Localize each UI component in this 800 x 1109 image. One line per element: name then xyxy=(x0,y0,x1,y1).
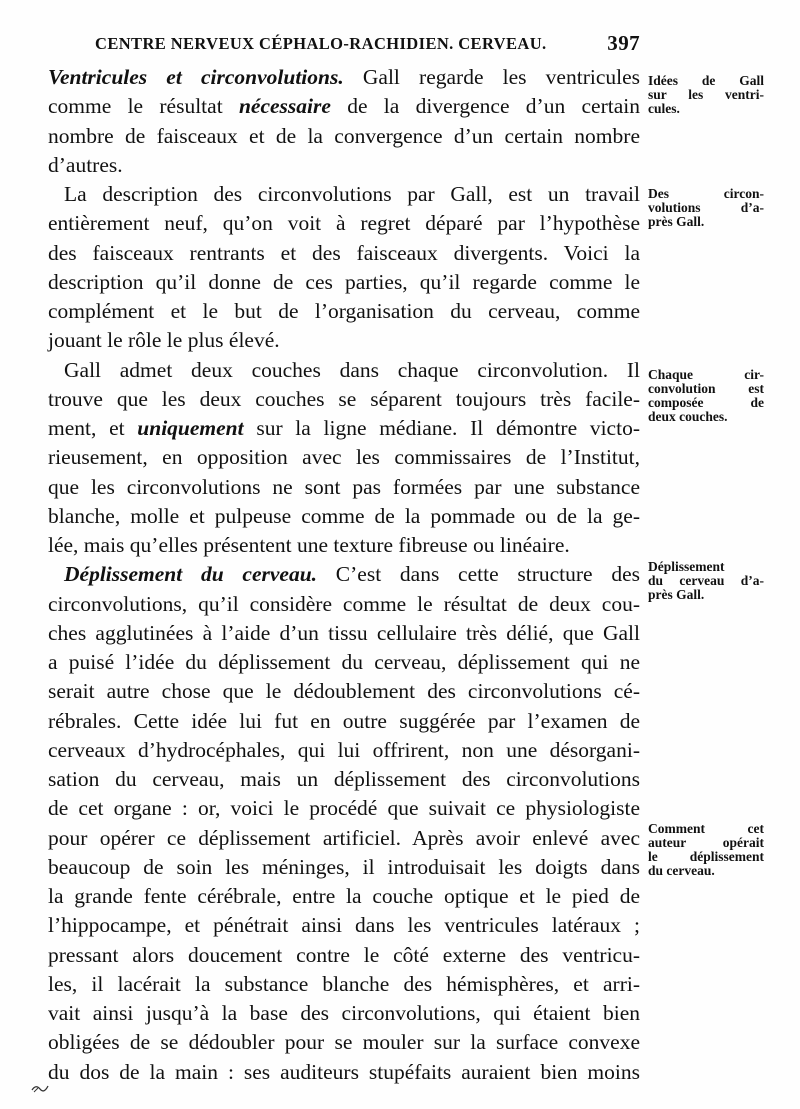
text-segment: trouve que les deux couches se séparent toujours très facile- xyxy=(48,386,640,411)
text-segment: ment, et xyxy=(48,416,138,440)
text-segment: rieusement, en opposition avec les commissaires de l’Institut, xyxy=(48,445,640,470)
margin-note-line: deux couches. xyxy=(648,409,728,424)
text-segment: sur la ligne médiane. Il démontre victo- xyxy=(243,416,640,440)
text-line xyxy=(48,209,640,238)
text-segment: vait ainsi jusqu’à la base des circonvolutions, qui étaient bien xyxy=(48,1001,640,1025)
margin-note-line: du cerveau. xyxy=(648,863,715,878)
text-segment: La description des circonvolutions par Gall, est un travail xyxy=(64,182,640,206)
text-line xyxy=(48,853,640,882)
text-segment: l’hippocampe, et pénétrait ainsi dans les ventricules latéraux ; xyxy=(48,913,640,938)
margin-note xyxy=(648,560,764,602)
text-segment: que les circonvolutions ne sont pas formées par une substance xyxy=(48,474,640,499)
running-title: CENTRE NERVEUX CÉPHALO-RACHIDIEN. CERVEAU. xyxy=(95,34,547,53)
text-segment: entièrement neuf, qu’on voit à regret déparé par l’hypothèse xyxy=(48,211,640,236)
emphasis-text: nécessaire xyxy=(238,94,331,119)
text-line xyxy=(48,531,640,560)
ink-mark-icon xyxy=(30,1080,52,1094)
text-line xyxy=(48,443,640,472)
text-segment: rébrales. Cette idée lui fut en outre suggérée par l’examen de xyxy=(48,708,640,733)
text-segment: les, il lacérait la substance blanche des hémisphères, et arri- xyxy=(48,971,640,996)
text-line xyxy=(48,326,640,355)
text-line xyxy=(48,1058,640,1087)
text-segment: comme le résultat xyxy=(48,94,239,119)
margin-note xyxy=(648,822,764,878)
text-segment: des faisceaux rentrants et des faisceaux divergents. Voici la xyxy=(48,240,640,265)
text-line xyxy=(48,941,640,970)
margin-note-line: du cerveau d’a- xyxy=(648,573,764,588)
text-segment: ches agglutinées à l’aide d’un tissu cellulaire très délié, que Gall xyxy=(48,620,640,645)
margin-note-line: volutions d’a- xyxy=(648,200,764,215)
page-number: 397 xyxy=(607,31,640,55)
text-segment: pressant alors doucement contre le côté externe des ventricu- xyxy=(48,942,640,967)
text-segment: Gall admet deux couches dans chaque circonvolution. Il xyxy=(64,357,640,382)
text-line xyxy=(48,268,640,297)
text-line xyxy=(48,970,640,999)
text-segment: complément et le but de l’organisation du cerveau, comme xyxy=(48,299,640,323)
text-line xyxy=(48,385,640,414)
margin-note-line: le déplissement xyxy=(648,849,764,864)
text-line xyxy=(48,999,640,1028)
text-line xyxy=(48,677,640,706)
text-segment: pour opérer ce déplissement artificiel. Après avoir enlevé avec xyxy=(48,825,640,850)
text-segment: C’est dans cette structure des xyxy=(317,562,640,587)
text-line xyxy=(48,92,640,121)
paragraph xyxy=(48,63,640,180)
text-line xyxy=(48,648,640,677)
text-line xyxy=(48,824,640,853)
text-line xyxy=(48,882,640,911)
paragraph xyxy=(48,356,640,561)
text-line xyxy=(48,590,640,619)
text-line xyxy=(48,473,640,502)
text-line xyxy=(48,180,640,209)
margin-note xyxy=(648,187,764,229)
text-segment: sation du cerveau, mais un déplissement des circonvolutions xyxy=(48,767,640,791)
emphasis-text: Ventricules et circonvolutions. xyxy=(48,65,344,89)
margin-note-line: Déplissement xyxy=(648,559,725,574)
emphasis-text: Déplissement du cerveau. xyxy=(64,562,318,587)
text-line xyxy=(48,414,640,443)
emphasis-text: uniquement xyxy=(137,416,244,440)
text-line xyxy=(48,1028,640,1057)
text-line xyxy=(48,794,640,823)
text-segment: circonvolutions, qu’il considère comme le résultat de deux cou- xyxy=(48,591,640,616)
margin-note-line: Des circon- xyxy=(648,186,764,201)
margin-note-line: près Gall. xyxy=(648,214,705,229)
margin-note-line: cules. xyxy=(648,101,680,116)
text-line xyxy=(48,356,640,385)
margin-note xyxy=(648,74,764,116)
text-segment: de la divergence d’un certain xyxy=(330,94,640,119)
text-line xyxy=(48,239,640,268)
text-line xyxy=(48,911,640,940)
text-segment: cerveaux d’hydrocéphales, qui lui offrirent, non une désorgani- xyxy=(48,737,640,762)
text-line xyxy=(48,297,640,326)
paragraph xyxy=(48,180,640,356)
margin-note xyxy=(648,368,764,424)
text-line xyxy=(48,502,640,531)
margin-note-line: Chaque cir- xyxy=(648,367,764,382)
margin-note-line: sur les ventri- xyxy=(648,87,764,102)
text-segment: lée, mais qu’elles présentent une texture fibreuse ou linéaire. xyxy=(48,533,570,557)
text-segment: serait autre chose que le dédoublement des circonvolutions cé- xyxy=(48,679,640,704)
text-segment: d’autres. xyxy=(48,152,123,177)
text-segment: obligées de se dédoubler pour se mouler sur la surface convexe xyxy=(48,1030,640,1055)
text-segment: la grande fente cérébrale, entre la couche optique et le pied de xyxy=(48,884,640,908)
text-segment: description qu’il donne de ces parties, qu’il regarde comme le xyxy=(48,269,640,294)
paragraph xyxy=(48,560,640,1087)
text-line xyxy=(48,122,640,151)
text-line xyxy=(48,63,640,92)
body-text xyxy=(48,63,640,1087)
text-segment: a puisé l’idée du déplissement du cerveau, déplissement qui ne xyxy=(48,650,640,674)
text-segment: Gall regarde les ventricules xyxy=(343,65,640,89)
margin-note-line: auteur opérait xyxy=(648,835,764,850)
page-header xyxy=(95,31,640,60)
text-segment: jouant le rôle le plus élevé. xyxy=(48,328,280,353)
text-segment: beaucoup de soin les méninges, il introduisait les doigts dans xyxy=(48,854,640,879)
margin-note-line: composée de xyxy=(648,395,764,410)
text-line xyxy=(48,707,640,736)
text-line xyxy=(48,765,640,794)
text-segment: du dos de la main : ses auditeurs stupéfaits auraient bien moins xyxy=(48,1059,640,1084)
margin-note-line: Comment cet xyxy=(648,821,764,836)
text-segment: blanche, molle et pulpeuse comme de la pommade ou de la ge- xyxy=(48,503,640,528)
text-line xyxy=(48,151,640,180)
text-segment: nombre de faisceaux et de la convergence d’un certain nombre xyxy=(48,123,640,148)
text-line xyxy=(48,619,640,648)
margin-note-line: près Gall. xyxy=(648,587,705,602)
margin-note-line: Idées de Gall xyxy=(648,73,764,88)
text-line xyxy=(48,560,640,589)
text-segment: de cet organe : or, voici le procédé que suivait ce physiologiste xyxy=(48,796,640,821)
text-line xyxy=(48,736,640,765)
margin-note-line: convolution est xyxy=(648,381,764,396)
